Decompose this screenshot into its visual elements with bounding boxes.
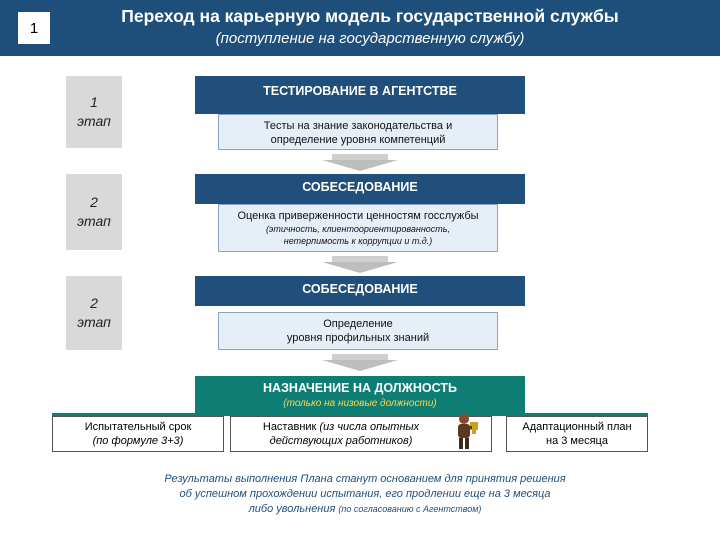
- probation-line-2: (по формуле 3+3): [92, 435, 184, 447]
- footer-line-1: Результаты выполнения Плана станут основанием для принятия решения: [164, 473, 566, 485]
- probation-line-1: Испытательный срок: [84, 421, 192, 433]
- stage-box-1: [66, 76, 122, 148]
- step-3-line-2: уровня профильных знаний: [286, 332, 430, 344]
- step-2-title: СОБЕСЕДОВАНИЕ: [302, 180, 418, 194]
- mentor-note-2: действующих работников): [269, 435, 413, 447]
- stage-word: этап: [77, 113, 111, 129]
- mentor-label: Наставник: [262, 421, 320, 433]
- footer-line-3: либо увольнения: [248, 503, 339, 515]
- mentor-box: [230, 416, 492, 452]
- step-3-title: СОБЕСЕДОВАНИЕ: [302, 282, 418, 296]
- mentor-note-1: (из числа опытных: [319, 421, 420, 433]
- stage-box-3: [66, 276, 122, 350]
- down-arrow-3: [322, 360, 398, 371]
- stage-word: этап: [77, 213, 111, 229]
- step-2-note-1: (этичность, клиентоориентированность,: [265, 224, 451, 234]
- appointment-bar: [195, 376, 525, 416]
- step-1-details: [218, 114, 498, 150]
- down-arrow-1: [322, 160, 398, 171]
- person-with-trophy-icon: [451, 413, 481, 451]
- stage-number: 2: [90, 194, 98, 210]
- stage-number: 2: [90, 295, 98, 311]
- step-3-line-1: Определение: [323, 318, 393, 330]
- step-1-title: ТЕСТИРОВАНИЕ В АГЕНТСТВЕ: [263, 84, 457, 98]
- step-2-details: [218, 204, 498, 252]
- step-2-title-bar: [195, 174, 525, 204]
- down-arrow-2: [322, 262, 398, 273]
- step-3-details: [218, 312, 498, 350]
- stage-box-2: [66, 174, 122, 250]
- step-1-line-1: Тесты на знание законодательства и: [263, 120, 453, 132]
- step-2-line-1: Оценка приверженности ценностям госслужбы: [237, 210, 479, 222]
- step-1-line-2: определение уровня компетенций: [270, 134, 446, 146]
- step-2-note-2: нетерпимость к коррупции и т.д.): [283, 236, 433, 246]
- adaptation-line-2: на 3 месяца: [546, 435, 608, 447]
- stage-number: 1: [90, 94, 98, 110]
- footer-note: [110, 472, 620, 517]
- appointment-title: НАЗНАЧЕНИЕ НА ДОЛЖНОСТЬ: [263, 381, 457, 395]
- step-1-title-bar: [195, 76, 525, 114]
- header-bar: [0, 0, 720, 56]
- step-3-title-bar: [195, 276, 525, 306]
- footer-line-2: об успешном прохождении испытания, его продлении еще на 3 месяца: [179, 488, 551, 500]
- page-title: Переход на карьерную модель государственной службы: [121, 6, 619, 26]
- probation-box: [52, 416, 224, 452]
- adaptation-box: [506, 416, 648, 452]
- adaptation-line-1: Адаптационный план: [522, 421, 632, 433]
- appointment-note: (только на низовые должности): [283, 398, 437, 409]
- footer-line-3-note: (по согласованию с Агентством): [338, 504, 482, 514]
- stage-word: этап: [77, 314, 111, 330]
- slide-number: 1: [18, 12, 50, 44]
- page-subtitle: (поступление на государственную службу): [215, 30, 525, 47]
